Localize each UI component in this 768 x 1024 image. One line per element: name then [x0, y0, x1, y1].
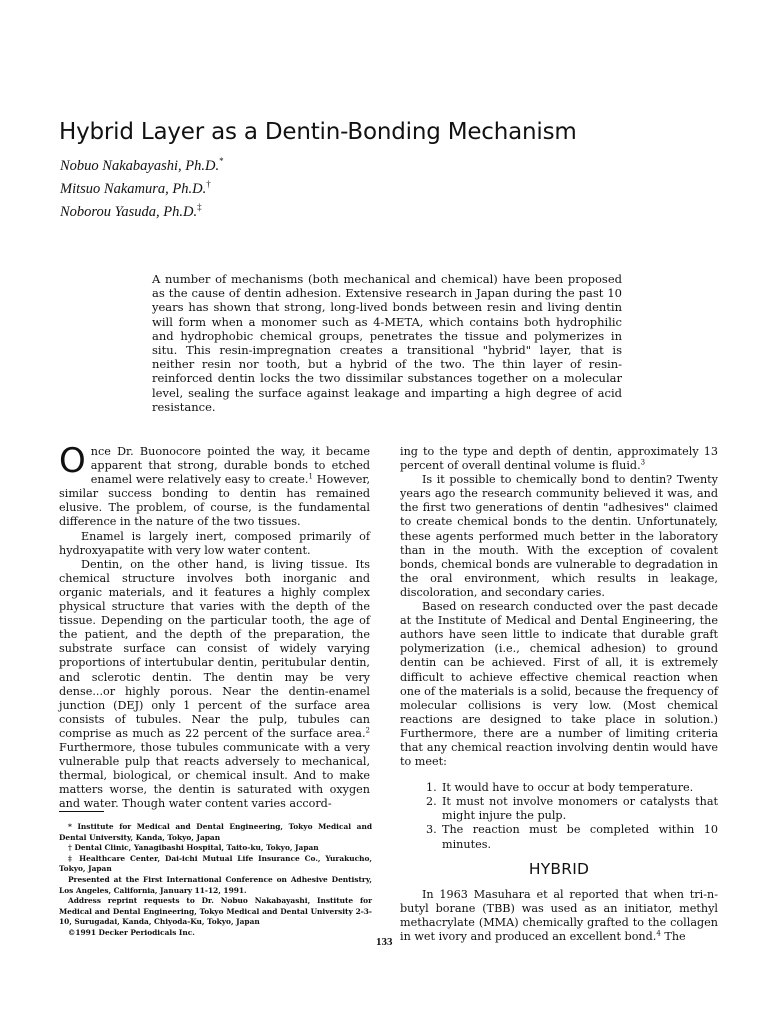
author-line — [60, 155, 224, 178]
abstract-text: A number of mechanisms (both mechanical and chemical) have been proposed as the cause of dentin adhesion. Extensive research in Japan during the past 10 years has shown that strong, long-lived bonds between resin and living dentin will form when a monomer such as 4-META, which contains both hydrophilic and hydrophobic chemical groups, penetrates the tissue and polymerizes in situ. This resin-impregnation creates a transitional "hybrid" layer, that is neither resin nor tooth, but a hybrid of the two. The thin layer of resin-reinforced dentin locks the two dissimilar substances together on a molecular level, sealing the surface against leakage and imparting a high degree of acid resistance. — [152, 272, 622, 414]
citation-mark: 4 — [656, 929, 661, 938]
paragraph-text: The — [660, 930, 686, 943]
citation-mark: 3 — [640, 458, 646, 467]
author-line — [60, 201, 224, 224]
author-affiliation-mark: ‡ — [197, 202, 202, 213]
list-number: 1. — [426, 781, 437, 795]
list-item-text: It would have to occur at body temperature. — [442, 781, 694, 795]
footnote-rule — [59, 811, 104, 812]
author-name: Noborou Yasuda, Ph.D. — [60, 204, 198, 220]
body-paragraph — [400, 445, 718, 473]
article-title: Hybrid Layer as a Dentin-Bonding Mechanism — [59, 119, 577, 145]
paragraph-text: In 1963 Masuhara et al reported that when tri-n-butyl borane (TBB) was used as an initiator, methyl methacrylate (MMA) chemically grafted to the collagen in wet ivory and produced an excellent bond. — [400, 887, 718, 943]
paragraph-text: nce Dr. Buonocore pointed the way, it became apparent that strong, durable bonds to etched enamel were relatively easy to create. — [90, 445, 370, 487]
body-paragraph: Enamel is largely inert, composed primarily of hydroxyapatite with very low water content. — [59, 529, 370, 557]
paragraph-text: ing to the type and depth of dentin, approximately 13 percent of overall dentinal volume is fluid. — [400, 445, 718, 473]
footnote: ©1991 Decker Periodicals Inc. — [68, 927, 195, 937]
author-name: Nobuo Nakabayashi, Ph.D. — [60, 158, 220, 174]
section-heading: HYBRID — [528, 859, 590, 878]
page-number: 133 — [376, 936, 393, 948]
author-affiliation-mark: * — [219, 156, 224, 167]
footnotes — [59, 822, 372, 939]
body-paragraph: Is it possible to chemically bond to dentin? Twenty years ago the research community believed it was, and the first two generations of dentin "adhesives" claimed to create chemical bonds to the dentin. Unfortunately, these agents performed much better in the laboratory than in the mouth. With the exception of covalent bonds, chemical bonds are vulnerable to degradation in the oral environment, which results in leakage, discoloration, and secondary caries. — [400, 473, 718, 599]
list-item — [426, 781, 718, 795]
paragraph-text: Dentin, on the other hand, is living tissue. Its chemical structure involves both inorganic and organic materials, and it features a highly complex physical structure that varies with the depth of the tissue. Depending on the particular tooth, the age of the patient, and the depth of the preparation, the substrate surface can consist of widely varying proportions of intertubular dentin, peritubular dentin, and sclerotic dentin. The dentin may be very dense...or highly porous. Near the dentin-enamel junction (DEJ) only 1 percent of the surface area consists of tubules. Near the pulp, tubules can comprise as much as 22 percent of the surface area. — [59, 557, 370, 740]
paragraph-text: Furthermore, those tubules communicate with a very vulnerable pulp that reacts adversely to mechanical, thermal, biological, or chemical insult. And to make matters worse, the dentin is saturated with oxygen and water. Though water content varies accord- — [59, 740, 370, 811]
footnote: Presented at the First International Conference on Adhesive Dentistry, Los Angeles, California, January 11-12, 1991. — [59, 874, 372, 895]
list-item — [426, 823, 718, 851]
criteria-list — [400, 781, 718, 851]
list-number: 3. — [426, 823, 437, 837]
drop-cap: O — [59, 441, 86, 481]
author-affiliation-mark: † — [206, 179, 211, 190]
author-line — [60, 178, 224, 201]
paragraph-text: However, similar success bonding to dentin has remained elusive. The problem, of course, is the fundamental difference in the nature of the two tissues. — [59, 473, 371, 529]
footnote: † Dental Clinic, Yanagibashi Hospital, Taito-ku, Tokyo, Japan — [68, 843, 319, 853]
author-list — [60, 155, 224, 224]
list-item — [426, 795, 718, 823]
body-paragraph — [59, 441, 371, 530]
abstract — [152, 272, 622, 414]
footnote: Address reprint requests to Dr. Nobuo Nakabayashi, Institute for Medical and Dental Engineering, Tokyo Medical and Dental University 2-3-10, Surugadai, Kanda, Chiyoda-Ku, Tokyo, Japan — [59, 896, 372, 927]
footnote: ‡ Healthcare Center, Dai-ichi Mutual Life Insurance Co., Yurakucho, Tokyo, Japan — [59, 853, 372, 874]
list-item-text: It must not involve monomers or catalysts that might injure the pulp. — [442, 795, 718, 823]
body-paragraph — [400, 888, 718, 944]
citation-mark: 2 — [365, 726, 370, 735]
body-paragraph — [59, 558, 370, 812]
author-name: Mitsuo Nakamura, Ph.D. — [60, 181, 207, 197]
list-item-text: The reaction must be completed within 10 minutes. — [442, 823, 718, 851]
list-number: 2. — [426, 795, 437, 809]
body-paragraph: Based on research conducted over the past decade at the Institute of Medical and Dental Engineering, the authors have seen little to indicate that durable graft polymerization (i.e., chemical adhesion) to ground dentin can be achieved. First of all, it is extremely difficult to achieve effective chemical reaction when one of the materials is a solid, because the frequency of molecular collisions is very low. (Most chemical reactions are designed to take place in solution.) Furthermore, there are a number of limiting criteria that any chemical reaction involving dentin would have to meet: — [400, 600, 718, 769]
footnote: * Institute for Medical and Dental Engineering, Tokyo Medical and Dental University, Kanda, Tokyo, Japan — [59, 822, 372, 842]
body-column-left — [59, 441, 371, 811]
citation-mark: 1 — [308, 472, 313, 481]
body-column-right — [400, 445, 718, 944]
